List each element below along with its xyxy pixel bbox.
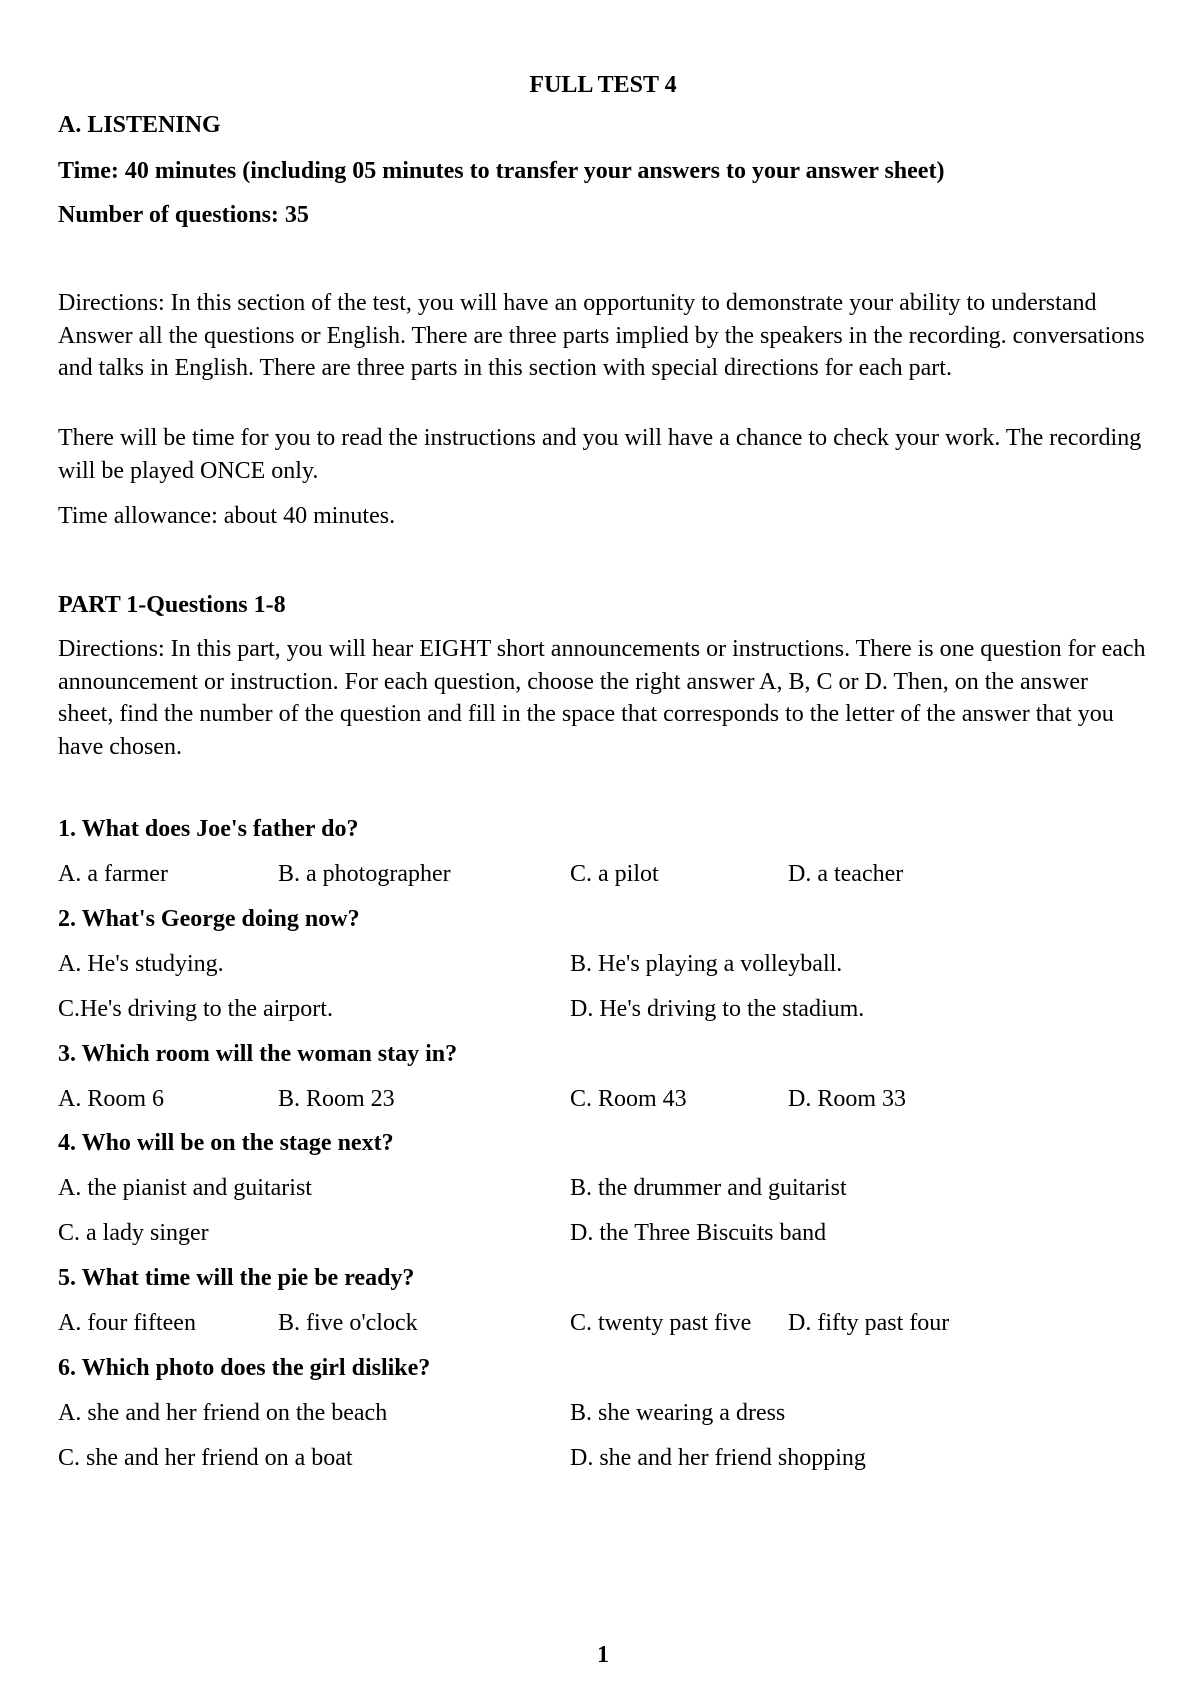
q5-option-c: C. twenty past five [570,1310,752,1336]
question-2: 2. What's George doing now? [58,906,360,932]
q6-option-b: B. she wearing a dress [570,1400,786,1426]
question-6: 6. Which photo does the girl dislike? [58,1355,431,1381]
q5-option-d: D. fifty past four [788,1310,950,1336]
q3-option-b: B. Room 23 [278,1086,395,1112]
q3-option-d: D. Room 33 [788,1086,907,1112]
question-4: 4. Who will be on the stage next? [58,1130,394,1156]
document-title: FULL TEST 4 [529,72,677,98]
time-allowance: Time allowance: about 40 minutes. [58,503,396,529]
question-5: 5. What time will the pie be ready? [58,1265,415,1291]
question-1: 1. What does Joe's father do? [58,816,359,842]
q2-option-c: C.He's driving to the airport. [58,996,333,1022]
q5-option-b: B. five o'clock [278,1310,418,1336]
time-info: Time: 40 minutes (including 05 minutes to transfer your answers to your answer sheet) [58,158,945,184]
q1-option-d: D. a teacher [788,861,904,887]
page-number: 1 [597,1642,609,1668]
q2-option-d: D. He's driving to the stadium. [570,996,865,1022]
q2-option-b: B. He's playing a volleyball. [570,951,843,977]
q1-option-a: A. a farmer [58,861,168,887]
q2-option-a: A. He's studying. [58,951,224,977]
q6-option-a: A. she and her friend on the beach [58,1400,388,1426]
question-count: Number of questions: 35 [58,202,309,228]
question-3: 3. Which room will the woman stay in? [58,1041,458,1067]
section-instructions: There will be time for you to read the instructions and you will have a chance to check your work. The recording will be played ONCE only. [58,425,1142,484]
q4-option-a: A. the pianist and guitarist [58,1175,312,1201]
q4-option-c: C. a lady singer [58,1220,209,1246]
q3-option-a: A. Room 6 [58,1086,165,1112]
q3-option-c: C. Room 43 [570,1086,687,1112]
q1-option-b: B. a photographer [278,861,451,887]
part1-heading: PART 1-Questions 1-8 [58,592,286,618]
q5-option-a: A. four fifteen [58,1310,196,1336]
section-heading: A. LISTENING [58,112,221,138]
q4-option-d: D. the Three Biscuits band [570,1220,827,1246]
q6-option-c: C. she and her friend on a boat [58,1445,353,1471]
part1-directions: Directions: In this part, you will hear EIGHT short announcements or instructions. There is one question for each announcement or instruction. For each question, choose the right answer A, B, C or D. Then, on the answer sheet, find the number of the question and fill in the space that corresponds to the letter of the answer that you have chosen. [58,636,1146,760]
section-directions: Directions: In this section of the test, you will have an opportunity to demonstrate your ability to understand Answer all the questions or English. There are three parts implied by the speakers in the recording. conversations and talks in English. There are three parts in this section with special directions for each part. [58,290,1145,381]
q1-option-c: C. a pilot [570,861,659,887]
q4-option-b: B. the drummer and guitarist [570,1175,847,1201]
q6-option-d: D. she and her friend shopping [570,1445,866,1471]
